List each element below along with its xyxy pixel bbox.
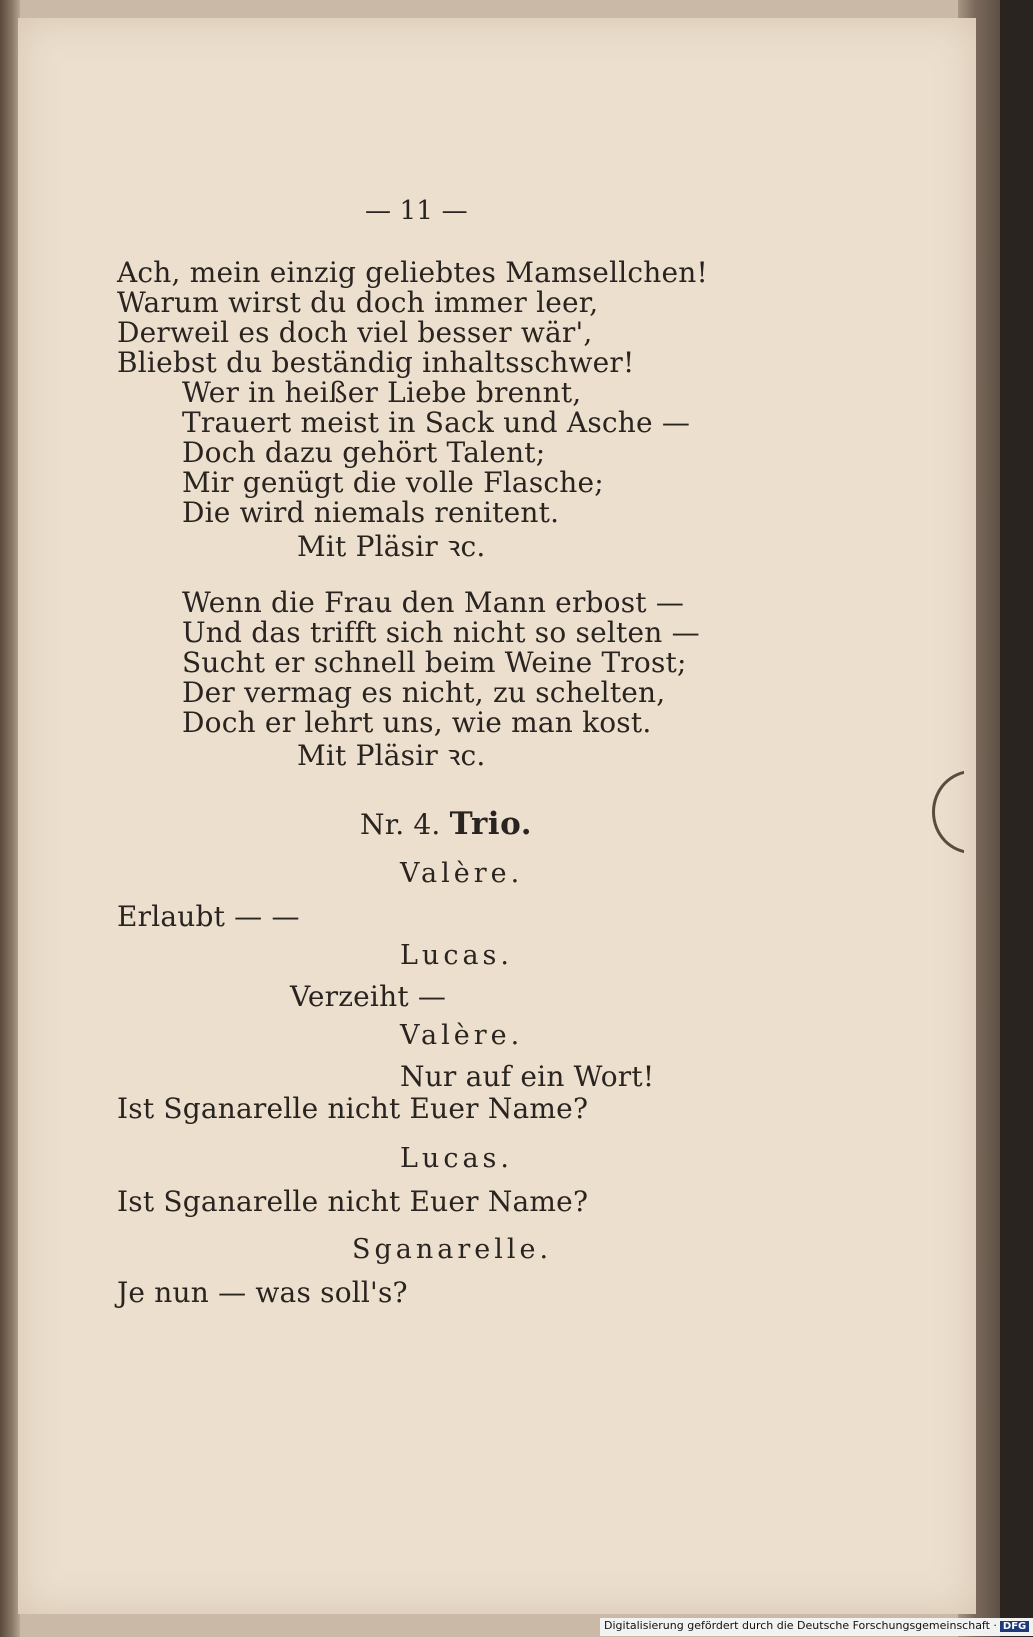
speaker-name: Lucas. [400,940,513,971]
verse-line: Mir genügt die volle Flasche; [182,466,604,499]
verse-line: Doch dazu gehört Talent; [182,436,546,469]
dialogue-line: Je nun — was soll's? [117,1276,408,1309]
verse-line: Derweil es doch viel besser wär', [117,316,593,349]
refrain-line: Mit Pläsir ꝛc. [297,739,486,772]
dfg-logo: DFG [1000,1621,1029,1632]
speaker-name: Valère. [400,1020,524,1051]
dialogue-line: Verzeiht — [290,980,447,1013]
refrain-line: Mit Pläsir ꝛc. [297,530,486,563]
section-heading [360,806,532,842]
section-title: Trio. [449,806,532,842]
verse-line: Sucht er schnell beim Weine Trost; [182,646,687,679]
verse-line: Trauert meist in Sack und Asche — [182,406,691,439]
section-number: Nr. 4. [360,808,441,841]
verse-line: Der vermag es nicht, zu schelten, [182,676,666,709]
dialogue-line: Nur auf ein Wort! [400,1060,655,1093]
verse-line: Die wird niemals renitent. [182,496,560,529]
credit-text: Digitalisierung gefördert durch die Deutsche Forschungsgemeinschaft · [604,1619,997,1632]
dialogue-line: Erlaubt — — [117,900,300,933]
verse-line: Ach, mein einzig geliebtes Mamsellchen! [117,256,708,289]
speaker-name: Valère. [400,858,524,889]
book-spine-edge [0,0,20,1637]
speaker-name: Lucas. [400,1143,513,1174]
verse-line: Bliebst du beständig inhaltsschwer! [117,346,635,379]
dialogue-line: Ist Sganarelle nicht Euer Name? [117,1092,589,1125]
speaker-name: Sganarelle. [352,1234,553,1265]
digitization-credit [600,1618,1033,1636]
verse-line: Doch er lehrt uns, wie man kost. [182,706,652,739]
verse-line: Und das trifft sich nicht so selten — [182,616,700,649]
dialogue-line: Ist Sganarelle nicht Euer Name? [117,1185,589,1218]
verse-line: Wenn die Frau den Mann erbost — [182,586,685,619]
page-number: — 11 — [365,196,468,226]
verse-line: Warum wirst du doch immer leer, [117,286,599,319]
verse-line: Wer in heißer Liebe brennt, [182,376,582,409]
